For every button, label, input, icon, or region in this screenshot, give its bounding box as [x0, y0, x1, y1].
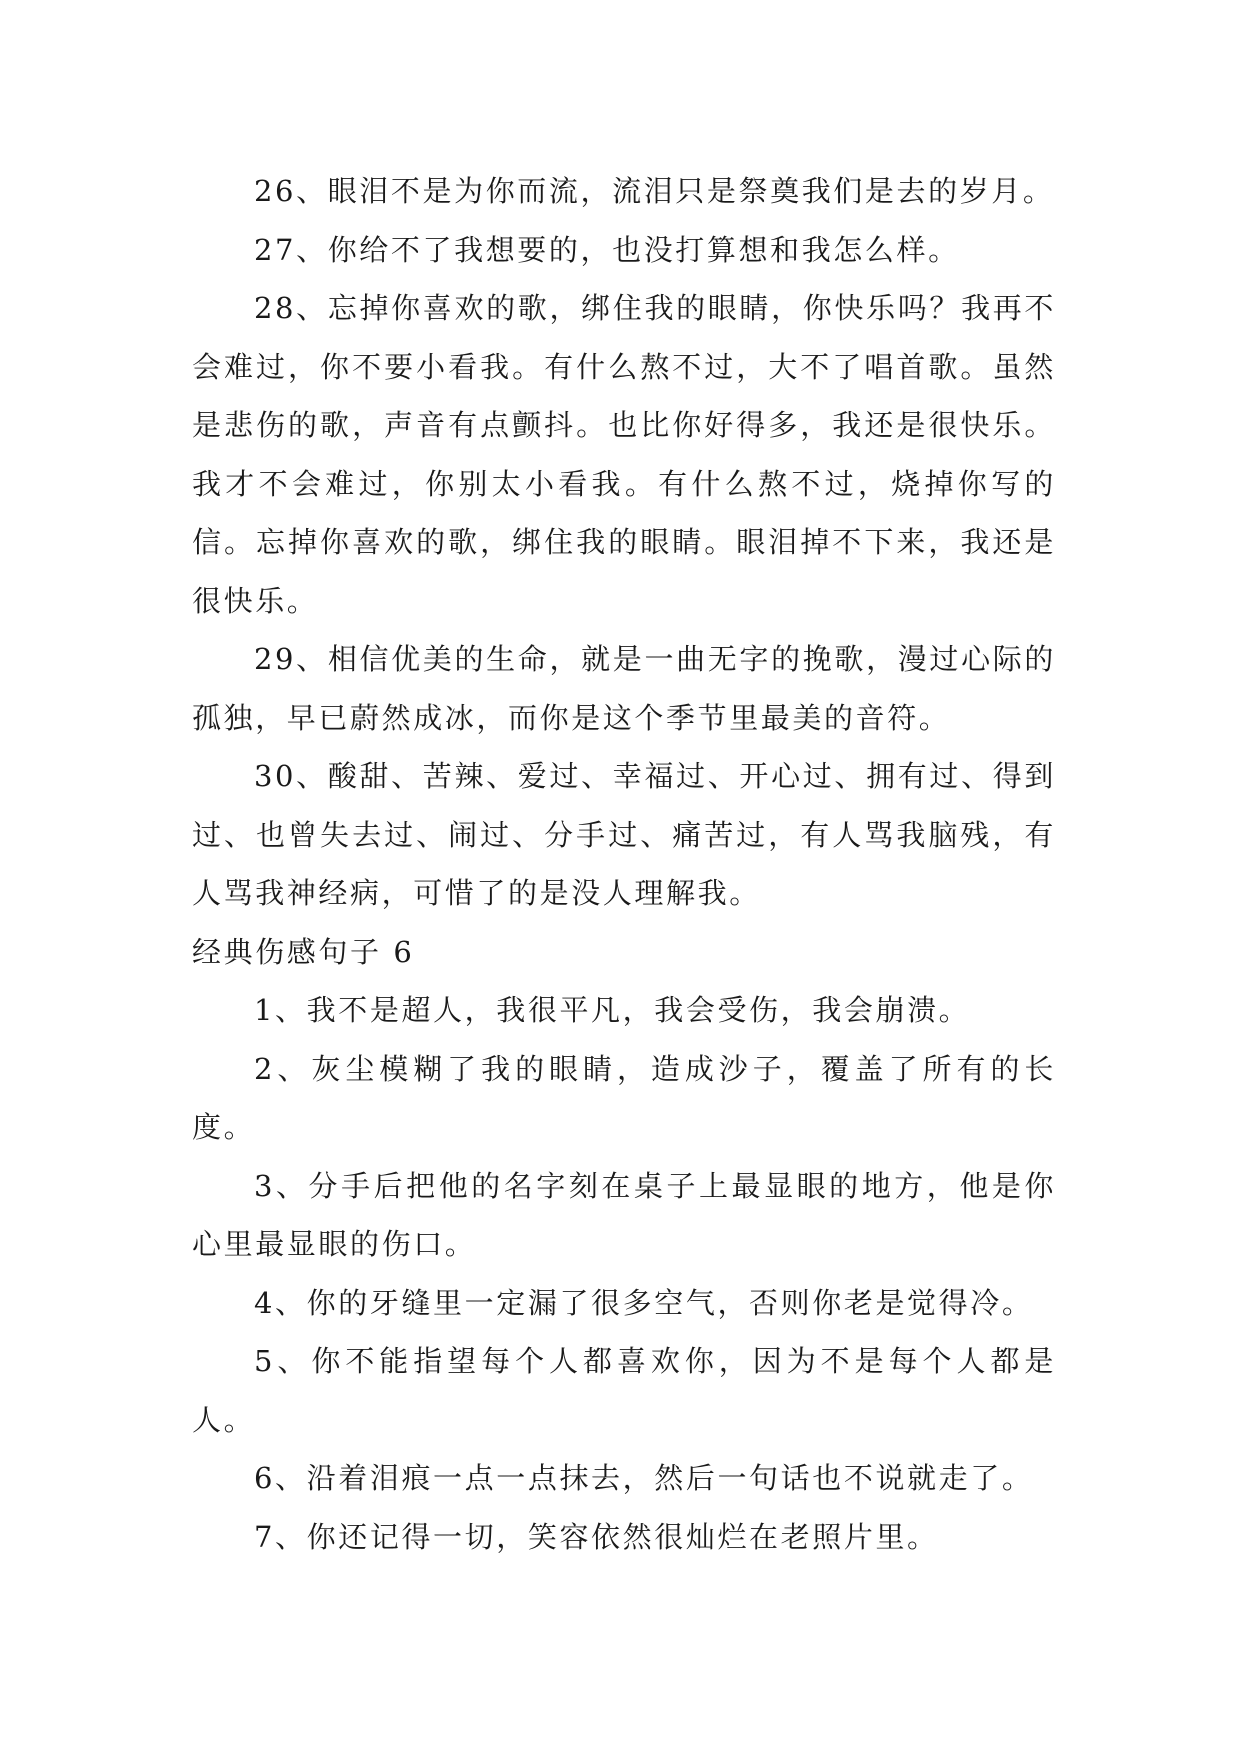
paragraph-26: 26、眼泪不是为你而流，流泪只是祭奠我们是去的岁月。 — [254, 174, 1055, 208]
paragraph-7: 7、你还记得一切，笑容依然很灿烂在老照片里。 — [254, 1519, 939, 1554]
paragraph-30: 30、酸甜、苦辣、爱过、幸福过、开心过、拥有过、得到过、也曾失去过、闹过、分手过、痛苦过，有人骂我脑残，有人骂我神经病，可惜了的是没人理解我。 — [192, 759, 1056, 910]
paragraph-27: 27、你给不了我想要的，也没打算想和我怎么样。 — [254, 232, 960, 267]
section-heading: 经典伤感句子 6 — [192, 934, 415, 969]
paragraph-5: 5、你不能指望每个人都喜欢你，因为不是每个人都是人。 — [192, 1344, 1056, 1437]
paragraph-2: 2、灰尘模糊了我的眼睛，造成沙子，覆盖了所有的长度。 — [192, 1051, 1056, 1144]
paragraph-4: 4、你的牙缝里一定漏了很多空气，否则你老是觉得冷。 — [254, 1285, 1034, 1320]
paragraph-6: 6、沿着泪痕一点一点抹去，然后一句话也不说就走了。 — [254, 1461, 1034, 1495]
paragraph-3: 3、分手后把他的名字刻在桌子上最显眼的地方，他是你心里最显眼的伤口。 — [192, 1168, 1056, 1261]
document-page — [192, 162, 1056, 1566]
paragraph-29: 29、相信优美的生命，就是一曲无字的挽歌，漫过心际的孤独，早已蔚然成冰，而你是这个季节里最美的音符。 — [192, 642, 1056, 735]
paragraph-1: 1、我不是超人，我很平凡，我会受伤，我会崩溃。 — [254, 993, 971, 1027]
paragraph-28: 28、忘掉你喜欢的歌，绑住我的眼睛，你快乐吗？我再不会难过，你不要小看我。有什么熬不过，大不了唱首歌。虽然是悲伤的歌，声音有点颤抖。也比你好得多，我还是很快乐。我才不会难过，你别太小看我。有什么熬不过，烧掉你写的信。忘掉你喜欢的歌，绑住我的眼睛。眼泪掉不下来，我还是很快乐。 — [192, 291, 1056, 618]
